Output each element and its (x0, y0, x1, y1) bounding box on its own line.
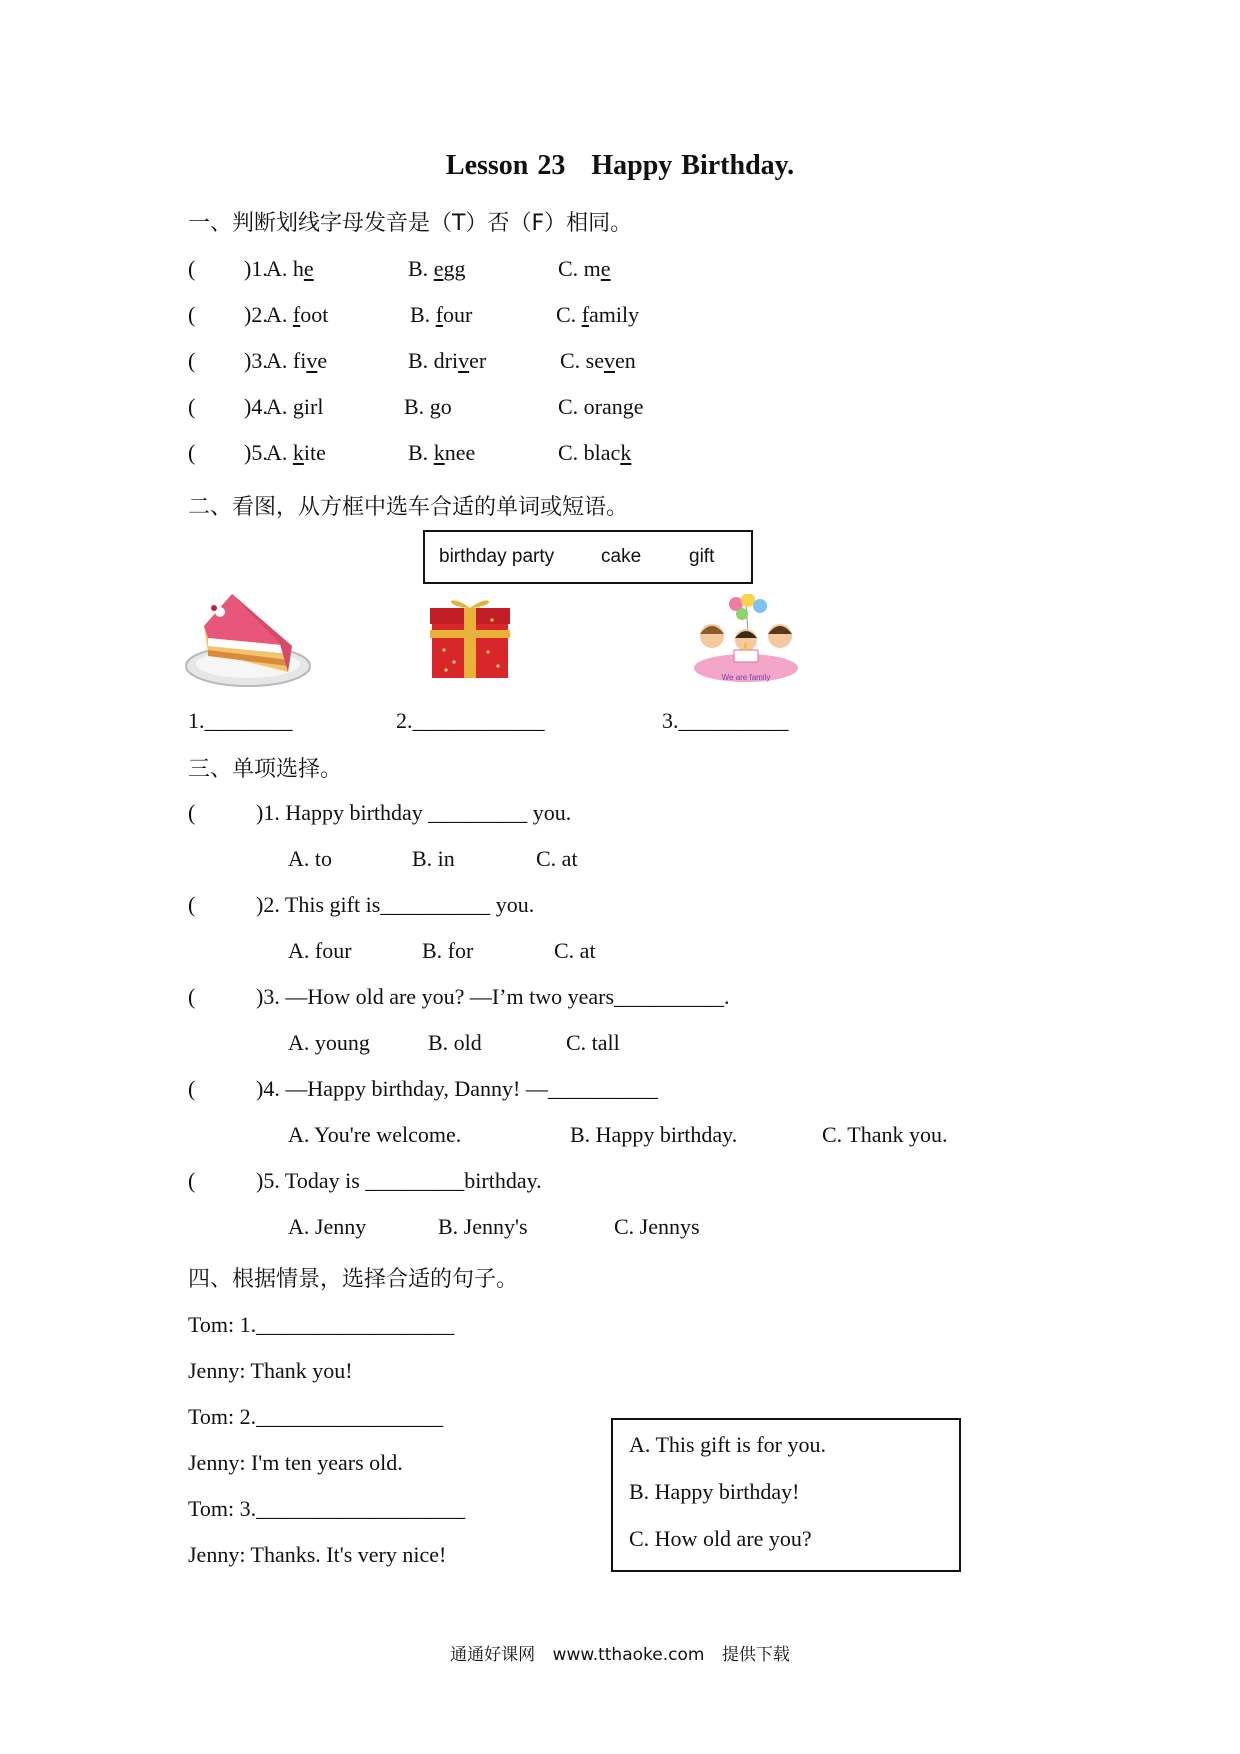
page-title (0, 150, 1240, 182)
cake-picture (184, 586, 314, 688)
item-number: )3. (244, 348, 268, 373)
dialog-line: Jenny: Thanks. It's very nice! (188, 1542, 447, 1567)
answer-paren[interactable]: ( (188, 800, 196, 825)
answer-paren[interactable]: ( (188, 1076, 196, 1101)
choice-c: C. How old are you? (629, 1526, 812, 1551)
choice-option[interactable]: A. You're welcome. (288, 1122, 462, 1147)
footer (0, 1640, 1240, 1665)
option-c: C. orange (558, 394, 644, 419)
answer-paren[interactable]: ( (188, 440, 196, 465)
question-stem: )4. —Happy birthday, Danny! —__________ (256, 1076, 658, 1101)
sentence-choices-box (611, 1418, 961, 1572)
choice-option[interactable]: A. Jenny (288, 1214, 367, 1239)
answer-paren[interactable]: ( (188, 256, 196, 281)
choice-option[interactable]: C. Thank you. (822, 1122, 948, 1147)
item-number: )5. (244, 440, 268, 465)
option-a: A. foot (266, 302, 329, 327)
choice-option[interactable]: B. in (412, 846, 455, 871)
question-stem: )1. Happy birthday _________ you. (256, 800, 572, 825)
blank-2[interactable]: 2.____________ (396, 708, 545, 733)
option-a: A. he (266, 256, 314, 281)
option-c: C. seven (560, 348, 636, 373)
word-bank-box (423, 530, 753, 584)
item-number: )4. (244, 394, 268, 419)
lesson-number: Lesson 23 (445, 150, 566, 181)
choice-option[interactable]: B. old (428, 1030, 482, 1055)
option-b: B. knee (408, 440, 476, 465)
footer-site: 通通好课网 (450, 1645, 536, 1665)
item-number: )2. (244, 302, 268, 327)
answer-paren[interactable]: ( (188, 394, 196, 419)
lesson-name: Happy Birthday. (591, 150, 795, 181)
answer-paren[interactable]: ( (188, 984, 196, 1009)
choice-option[interactable]: C. tall (566, 1030, 620, 1055)
answer-paren[interactable]: ( (188, 892, 196, 917)
party-banner-text: We are family (721, 673, 771, 682)
choice-option[interactable]: C. at (536, 846, 578, 871)
answer-paren[interactable]: ( (188, 302, 196, 327)
dialog-line[interactable]: Tom: 3.___________________ (188, 1496, 466, 1521)
option-b: B. four (410, 302, 473, 327)
option-c: C. me (558, 256, 611, 281)
option-b: B. go (404, 394, 452, 419)
answer-paren[interactable]: ( (188, 348, 196, 373)
section1-heading: 一、判断划线字母发音是（T）否（F）相同。 (188, 211, 633, 236)
birthday-party-picture (690, 594, 802, 686)
blank-1[interactable]: 1.________ (188, 708, 293, 733)
footer-note: 提供下载 (721, 1645, 790, 1665)
dialog-line: Jenny: I'm ten years old. (188, 1450, 403, 1475)
answer-paren[interactable]: ( (188, 1168, 196, 1193)
choice-b: B. Happy birthday! (629, 1479, 800, 1504)
choice-option[interactable]: B. Happy birthday. (570, 1122, 738, 1147)
word-cake: cake (601, 546, 642, 567)
dialog-line[interactable]: Tom: 1.__________________ (188, 1312, 455, 1337)
choice-option[interactable]: A. four (288, 938, 352, 963)
choice-option[interactable]: A. to (288, 846, 332, 871)
word-birthday-party: birthday party (439, 546, 555, 567)
question-stem: )2. This gift is__________ you. (256, 892, 535, 917)
option-c: C. family (556, 302, 640, 327)
question-stem: )3. —How old are you? —I’m two years__________. (256, 984, 730, 1009)
word-gift: gift (689, 546, 715, 567)
choice-option[interactable]: B. Jenny's (438, 1214, 528, 1239)
option-b: B. egg (408, 256, 466, 281)
section4-heading: 四、根据情景，选择合适的句子。 (188, 1267, 519, 1292)
section3-heading: 三、单项选择。 (188, 757, 343, 782)
dialog-line[interactable]: Tom: 2._________________ (188, 1404, 444, 1429)
option-b: B. driver (408, 348, 487, 373)
section2-heading: 二、看图，从方框中选车合适的单词或短语。 (188, 495, 629, 520)
question-stem: )5. Today is _________birthday. (256, 1168, 542, 1193)
choice-option[interactable]: C. at (554, 938, 596, 963)
option-a: A. girl (266, 394, 324, 419)
blank-3[interactable]: 3.__________ (662, 708, 789, 733)
item-number: )1. (244, 256, 268, 281)
dialog-line: Jenny: Thank you! (188, 1358, 353, 1383)
option-c: C. black (558, 440, 632, 465)
option-a: A. five (266, 348, 328, 373)
choice-option[interactable]: B. for (422, 938, 474, 963)
footer-url[interactable]: www.tthaoke.com (552, 1645, 705, 1665)
choice-a: A. This gift is for you. (629, 1432, 826, 1457)
gift-picture (428, 590, 512, 680)
option-a: A. kite (266, 440, 326, 465)
choice-option[interactable]: A. young (288, 1030, 370, 1055)
choice-option[interactable]: C. Jennys (614, 1214, 700, 1239)
